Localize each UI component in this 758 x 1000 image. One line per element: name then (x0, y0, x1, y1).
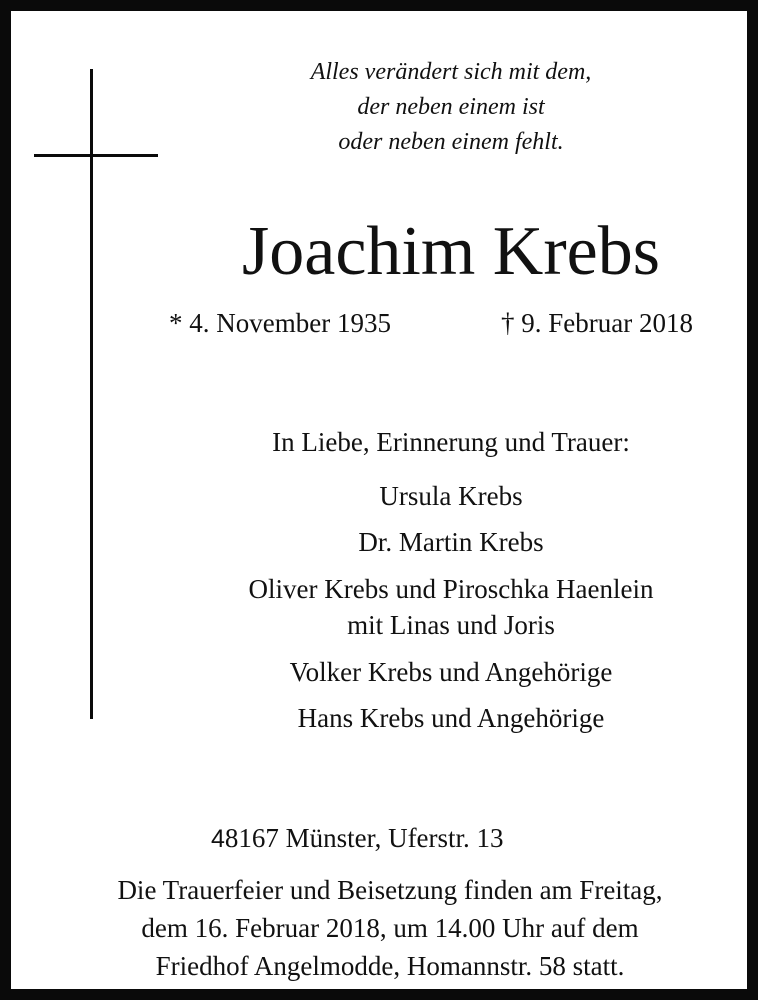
death-date: † 9. Februar 2018 (501, 308, 693, 338)
verse-line-1: Alles verändert sich mit dem, (310, 59, 592, 85)
mourner-2: Dr. Martin Krebs (358, 527, 544, 557)
service-line-1: Die Trauerfeier und Beisetzung finden am Freitag, (117, 875, 663, 905)
mourner-3 (161, 565, 741, 649)
birth-date: * 4. November 1935 (169, 308, 391, 338)
mourner-1: Ursula Krebs (379, 481, 523, 511)
verse (231, 55, 671, 160)
family-address (211, 818, 504, 859)
address-rest: 8167 Münster, Uferstr. 13 (224, 823, 504, 853)
cross-horizontal-bar (34, 154, 158, 157)
mourners-intro: In Liebe, Erinnerung und Trauer: (272, 427, 630, 457)
address-zip-first-digit: 4 (211, 825, 225, 853)
verse-line-3: oder neben einem fehlt. (338, 129, 564, 155)
mourner-3-line-2: mit Linas und Joris (347, 610, 555, 640)
mourner-5: Hans Krebs und Angehörige (297, 703, 605, 733)
deceased-name: Joachim Krebs (242, 213, 660, 290)
service-line-2: dem 16. Februar 2018, um 14.00 Uhr auf dem (141, 913, 639, 943)
service-line-3: Friedhof Angelmodde, Homannstr. 58 statt. (155, 951, 625, 981)
mourners-list (161, 419, 741, 741)
funeral-service-info (41, 871, 739, 985)
verse-line-2: der neben einem ist (357, 94, 545, 120)
mourner-3-line-1: Oliver Krebs und Piroschka Haenlein (248, 574, 654, 604)
mourner-4: Volker Krebs und Angehörige (289, 657, 613, 687)
cross-vertical-bar (90, 69, 93, 719)
